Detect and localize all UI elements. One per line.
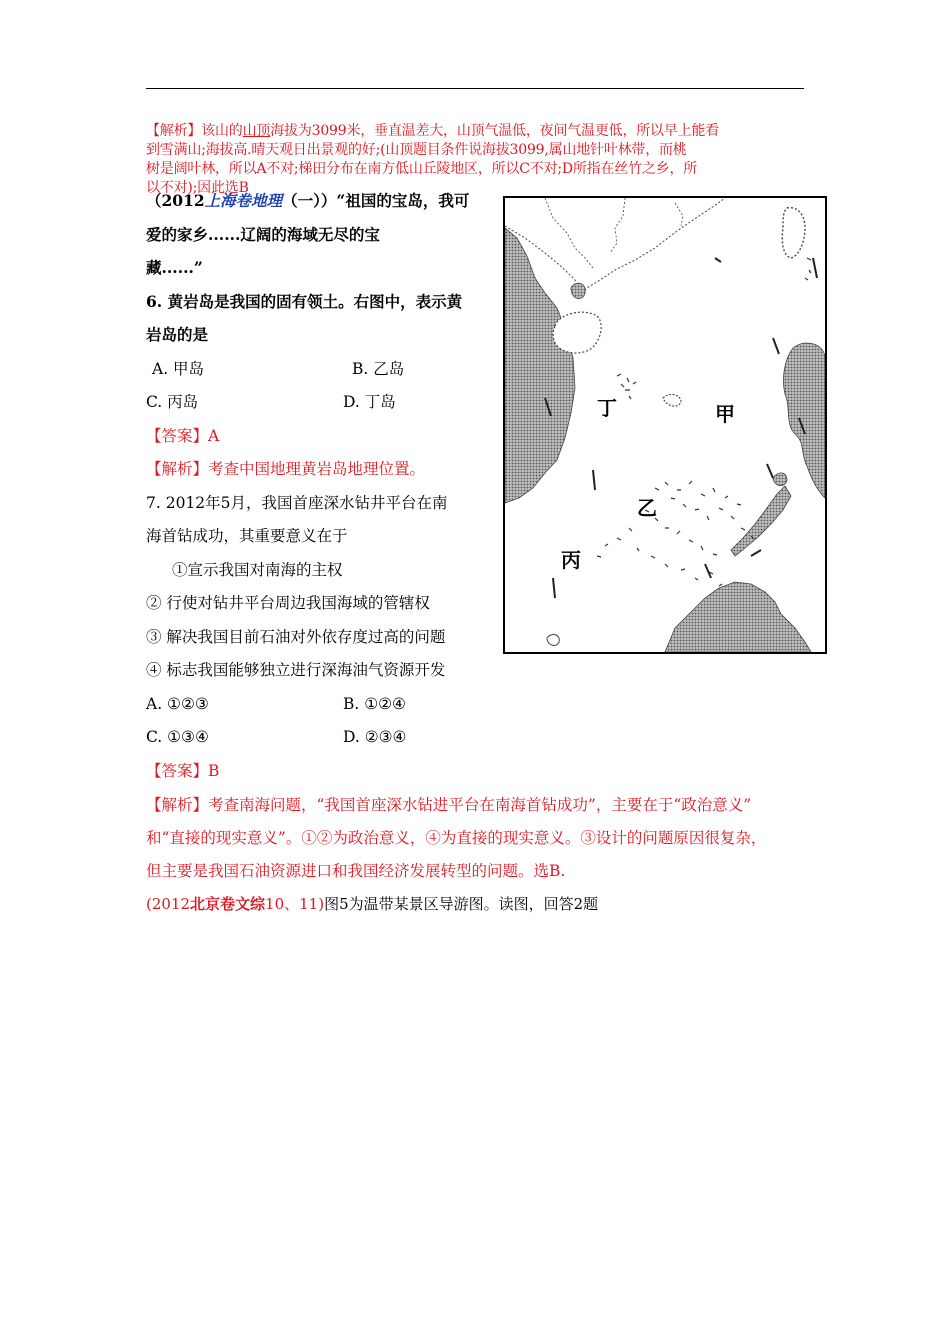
q7-item-3: ③ 解决我国目前石油对外依存度过高的问题 [146, 628, 446, 646]
q7-option-b: B. ①②④ [343, 695, 406, 713]
header-rule [146, 88, 804, 89]
nine-dash-segment [767, 464, 773, 478]
nine-dash-segment [715, 258, 721, 262]
natuna-island [547, 635, 559, 646]
q6-answer: 【答案】A [146, 427, 220, 445]
q6-source: （2012上海卷地理（一））“祖国的宝岛，我可 [146, 191, 470, 210]
map-drawing [505, 198, 825, 652]
q6-option-c: C. 丙岛 [146, 393, 199, 411]
q6-analysis: 【解析】考查中国地理黄岩岛地理位置。 [146, 460, 426, 478]
nine-dash-segment [813, 258, 817, 278]
taiwan-island [782, 208, 805, 258]
q6-option-b: B. 乙岛 [352, 360, 405, 378]
mindoro-landmass [773, 473, 787, 486]
q7-answer: 【答案】B [146, 762, 220, 780]
luzon-landmass [783, 343, 825, 498]
q6-quote-line2: 爱的家乡......辽阔的海域无尽的宝 [146, 225, 380, 244]
q7-analysis-line1: 【解析】考查南海问题，“我国首座深水钻进平台在南海首钻成功”，主要在于“政治意义” [146, 796, 752, 814]
q6-stem-line1: 6. 黄岩岛是我国的固有领土。右图中，表示黄 [146, 292, 463, 311]
q6-option-d: D. 丁岛 [343, 393, 396, 411]
q7-analysis-line2: 和“直接的现实意义”。①②为政治意义，④为直接的现实意义。③设计的问题原因很复杂， [146, 829, 767, 847]
borneo-landmass [665, 582, 811, 652]
analysis-line-2: 到雪满山;海拔高.晴天观日出景观的好;(山顶题目条件说海拔3099,属山地针叶林带，而桃 [146, 142, 687, 158]
nine-dash-segment [773, 338, 779, 354]
q6-quote-line3: 藏......” [146, 258, 203, 277]
previous-analysis [146, 122, 808, 198]
next-question-source: (2012北京卷文综10、11)图5为温带某景区导游图。读图，回答2题 [146, 895, 599, 913]
nine-dash-segment [593, 470, 595, 490]
nine-dash-segment [705, 564, 711, 578]
province-boundary [675, 203, 683, 226]
q7-item-2: ② 行使对钻井平台周边我国海域的管辖权 [146, 594, 430, 612]
analysis-line-3: 树是阔叶林，所以A不对;梯田分布在南方低山丘陵地区，所以C不对;D所指在丝竹之乡，所 [146, 161, 698, 177]
palawan-landmass [731, 486, 791, 556]
q6-stem-line2: 岩岛的是 [146, 325, 209, 344]
province-boundary [610, 198, 625, 253]
analysis-line-1: 【解析】该山的山顶海拔为3099米，垂直温差大，山顶气温低，夜间气温更低，所以早上能看 [146, 123, 720, 139]
q7-option-c: C. ①③④ [146, 728, 209, 746]
q6-option-a: A. 甲岛 [152, 360, 205, 378]
nine-dash-segment [751, 550, 761, 556]
map-label-bing: 丙 [561, 548, 581, 572]
q7-item-1: ①宣示我国对南海的主权 [172, 561, 343, 579]
map-label-jia: 甲 [715, 402, 735, 426]
q7-stem-line1: 7. 2012年5月，我国首座深水钻井平台在南 [146, 494, 448, 512]
spratly-dashes [597, 481, 754, 586]
province-boundary [545, 198, 593, 268]
q7-option-d: D. ②③④ [343, 728, 407, 746]
analysis-line-4: 以不对);因此选B [146, 180, 249, 196]
q7-stem-line2: 海首钻成功，其重要意义在于 [146, 527, 348, 545]
q7-item-4: ④ 标志我国能够独立进行深海油气资源开发 [146, 661, 446, 679]
map-label-ding: 丁 [597, 396, 617, 420]
map-label-yi: 乙 [637, 496, 657, 520]
hainan-island [553, 312, 601, 353]
china-coast [505, 198, 725, 293]
nine-dash-segment [553, 578, 555, 598]
penghu-dots [805, 258, 811, 280]
paracel-dashes [617, 374, 636, 399]
macclesfield-bank [663, 395, 681, 407]
delta-blob [571, 283, 585, 298]
q7-analysis-line3: 但主要是我国石油资源进口和我国经济发展转型的问题。选B. [146, 862, 566, 880]
south-china-sea-map [503, 196, 827, 654]
q7-option-a: A. ①②③ [146, 695, 209, 713]
